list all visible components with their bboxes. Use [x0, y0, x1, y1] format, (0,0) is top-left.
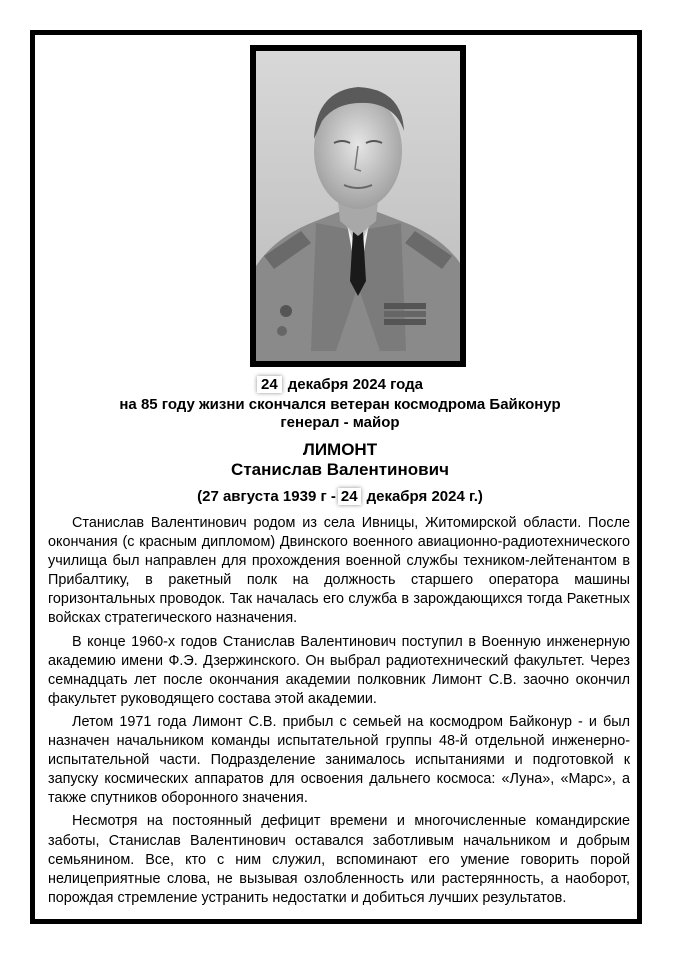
death-day: 24 [257, 376, 282, 393]
biography-paragraph: В конце 1960-х годов Станислав Валентинович поступил в Военную инженерную академию имени Ф.Э. Дзержинского. Он выбрал радиотехнический факультет. Через семнадцать лет после окончания академии полковник Лимонт С.В. заочно окончил факультет руководящего состава этой академии. [48, 633, 630, 707]
rank-line: генерал - майор [280, 414, 400, 431]
death-date-end: декабря 2024 г.) [366, 488, 483, 505]
life-dates [0, 488, 680, 505]
surname: ЛИМОНТ [302, 440, 378, 459]
death-day-2: 24 [338, 488, 361, 505]
death-date-line [0, 376, 680, 393]
given-name: Станислав Валентинович [231, 460, 449, 479]
death-date-rest: декабря 2024 года [287, 376, 423, 393]
biography-paragraph: Несмотря на постоянный дефицит времени и многочисленные командирские заботы, Станислав Валентинович оставался заботливым начальником и добрым семьянином. Все, кто с ним служил, вспоминают его умение говорить порой нелицеприятные слова, не вызывая озлобленность или растерянность, а наоборот, порождая стремление устранить недостатки и добиться лучших результатов. [48, 813, 630, 906]
birth-date: (27 августа 1939 г [197, 488, 327, 505]
dates-dash: - [330, 488, 336, 505]
portrait-image [256, 51, 460, 361]
biography [48, 514, 630, 912]
portrait-photo [250, 45, 466, 367]
biography-paragraph: Станислав Валентинович родом из села Ивницы, Житомирской области. После окончания (с красным дипломом) Двинского военного авиационно-радиотехнического училища был направлен для прохождения военной службы техником-лейтенантом в Прибалтику, в ракетный полк на должность старшего оператора машины горизонтальных проводок. Так началась его служба в зарождающихся тогда Ракетных войсках стратегического назначения. [48, 515, 630, 627]
biography-paragraph: Летом 1971 года Лимонт С.В. прибыл с семьей на космодром Байконур - и был назначен начальником команды испытательной группы 48-й отдельной инженерно-испытательной части. Подразделение занималось испытаниями и подготовкой к запуску космических аппаратов для освоения дальнего космоса: «Луна», «Марс», а также спутников оборонного значения. [48, 713, 630, 807]
announcement-line: на 85 году жизни скончался ветеран космодрома Байконур [119, 396, 561, 413]
